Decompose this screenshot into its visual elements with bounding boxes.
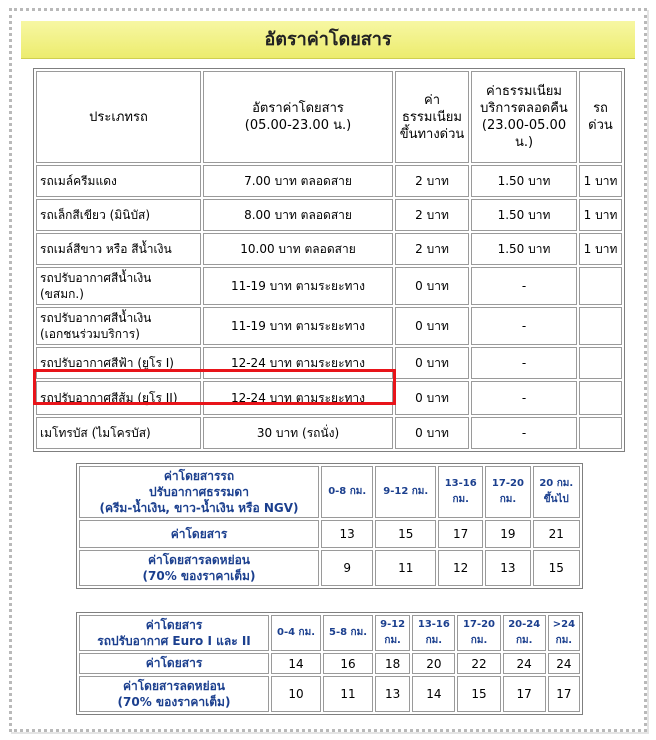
ac-col-header: 13-16 กม. [438,466,483,518]
ac-fare-value: 15 [375,520,436,548]
night-fee-cell: - [471,267,577,305]
euro-col-header: >24 กม. [548,615,580,651]
fare-table-row [36,381,622,415]
express-cell [579,417,622,449]
euro-fare-value: 16 [323,653,373,674]
express-cell: 1 บาท [579,233,622,265]
fare-table-header [36,71,622,163]
express-cell: 1 บาท [579,165,622,197]
fare-table-row [36,347,622,379]
ac-discount-label: ค่าโดยสารลดหย่อน (70% ของราคาเต็ม) [79,550,319,586]
fare-table [33,68,625,452]
euro-discount-row [79,676,580,712]
euro-col-header: 13-16 กม. [412,615,455,651]
fare-cell: 7.00 บาท ตลอดสาย [203,165,393,197]
euro-discount-label: ค่าโดยสารลดหย่อน (70% ของราคาเต็ม) [79,676,269,712]
ac-discount-value: 15 [533,550,580,586]
euro-fare-value: 18 [375,653,410,674]
fare-cell: 8.00 บาท ตลอดสาย [203,199,393,231]
euro-fare-table [76,612,583,715]
ac-discount-value: 13 [485,550,530,586]
expressway-fee-cell: 0 บาท [395,417,469,449]
expressway-fee-cell: 2 บาท [395,199,469,231]
fare-cell: 30 บาท (รถนั่ง) [203,417,393,449]
euro-col-header: 20-24 กม. [503,615,546,651]
euro-fare-value: 24 [503,653,546,674]
euro-col-header: 9-12 กม. [375,615,410,651]
euro-discount-value: 17 [503,676,546,712]
express-cell [579,267,622,305]
euro-table-label: ค่าโดยสาร รถปรับอากาศ Euro I และ II [79,615,269,651]
euro-discount-value: 11 [323,676,373,712]
fare-table-row [36,165,622,197]
fare-cell: 11-19 บาท ตามระยะทาง [203,267,393,305]
vehicle-type-cell: รถปรับอากาศสีส้ม (ยูโร II) [36,381,201,415]
ac-col-header: 0-8 กม. [321,466,373,518]
header-expressway-fee: ค่า ธรรมเนียม ขึ้นทางด่วน [395,71,469,163]
euro-col-header: 17-20 กม. [457,615,500,651]
expressway-fee-cell: 0 บาท [395,267,469,305]
vehicle-type-cell: รถปรับอากาศสีน้ำเงิน (เอกชนร่วมบริการ) [36,307,201,345]
expressway-fee-cell: 0 บาท [395,347,469,379]
ac-table-label: ค่าโดยสารรถ ปรับอากาศธรรมดา (ครีม-น้ำเงิน, ขาว-น้ำเงิน หรือ NGV) [79,466,319,518]
expressway-fee-cell: 2 บาท [395,233,469,265]
ac-fare-value: 21 [533,520,580,548]
euro-discount-value: 17 [548,676,580,712]
fare-table-row [36,233,622,265]
vehicle-type-cell: รถปรับอากาศสีฟ้า (ยูโร I) [36,347,201,379]
euro-fare-label: ค่าโดยสาร [79,653,269,674]
euro-discount-value: 14 [412,676,455,712]
night-fee-cell: 1.50 บาท [471,199,577,231]
euro-fare-value: 22 [457,653,500,674]
fare-table-row [36,267,622,305]
header-fare: อัตราค่าโดยสาร (05.00-23.00 น.) [203,71,393,163]
fare-cell: 12-24 บาท ตามระยะทาง [203,381,393,415]
euro-col-header: 5-8 กม. [323,615,373,651]
expressway-fee-cell: 0 บาท [395,381,469,415]
express-cell [579,307,622,345]
euro-col-header: 0-4 กม. [271,615,321,651]
expressway-fee-cell: 0 บาท [395,307,469,345]
fare-cell: 11-19 บาท ตามระยะทาง [203,307,393,345]
ac-header-row [79,466,580,518]
ac-fare-value: 13 [321,520,373,548]
fare-table-row [36,417,622,449]
night-fee-cell: 1.50 บาท [471,233,577,265]
night-fee-cell: - [471,307,577,345]
euro-discount-value: 10 [271,676,321,712]
ac-discount-value: 11 [375,550,436,586]
euro-fare-row [79,653,580,674]
ac-fare-value: 19 [485,520,530,548]
euro-fare-value: 20 [412,653,455,674]
night-fee-cell: - [471,347,577,379]
euro-discount-value: 13 [375,676,410,712]
express-cell [579,347,622,379]
night-fee-cell: - [471,381,577,415]
expressway-fee-cell: 2 บาท [395,165,469,197]
night-fee-cell: - [471,417,577,449]
fare-table-row [36,199,622,231]
vehicle-type-cell: รถเล็กสีเขียว (มินิบัส) [36,199,201,231]
ac-fare-row [79,520,580,548]
euro-fare-value: 24 [548,653,580,674]
ac-col-header: 9-12 กม. [375,466,436,518]
ac-col-header: 20 กม. ขึ้นไป [533,466,580,518]
ac-fare-value: 17 [438,520,483,548]
fare-table-row [36,307,622,345]
header-express: รถ ด่วน [579,71,622,163]
vehicle-type-cell: เมโทรบัส (ไมโครบัส) [36,417,201,449]
euro-header-row [79,615,580,651]
ac-discount-value: 9 [321,550,373,586]
vehicle-type-cell: รถปรับอากาศสีน้ำเงิน (ขสมก.) [36,267,201,305]
vehicle-type-cell: รถเมล์ครีมแดง [36,165,201,197]
header-night-fee: ค่าธรรมเนียม บริการตลอดคืน (23.00-05.00 น.) [471,71,577,163]
euro-fare-value: 14 [271,653,321,674]
ac-col-header: 17-20 กม. [485,466,530,518]
express-cell: 1 บาท [579,199,622,231]
fare-cell: 10.00 บาท ตลอดสาย [203,233,393,265]
euro-discount-value: 15 [457,676,500,712]
ac-fare-label: ค่าโดยสาร [79,520,319,548]
vehicle-type-cell: รถเมล์สีขาว หรือ สีน้ำเงิน [36,233,201,265]
fare-cell: 12-24 บาท ตามระยะทาง [203,347,393,379]
header-vehicle-type: ประเภทรถ [36,71,201,163]
ac-discount-value: 12 [438,550,483,586]
ac-fare-table [76,463,583,589]
page-title: อัตราค่าโดยสาร [21,21,635,59]
ac-discount-row [79,550,580,586]
night-fee-cell: 1.50 บาท [471,165,577,197]
express-cell [579,381,622,415]
